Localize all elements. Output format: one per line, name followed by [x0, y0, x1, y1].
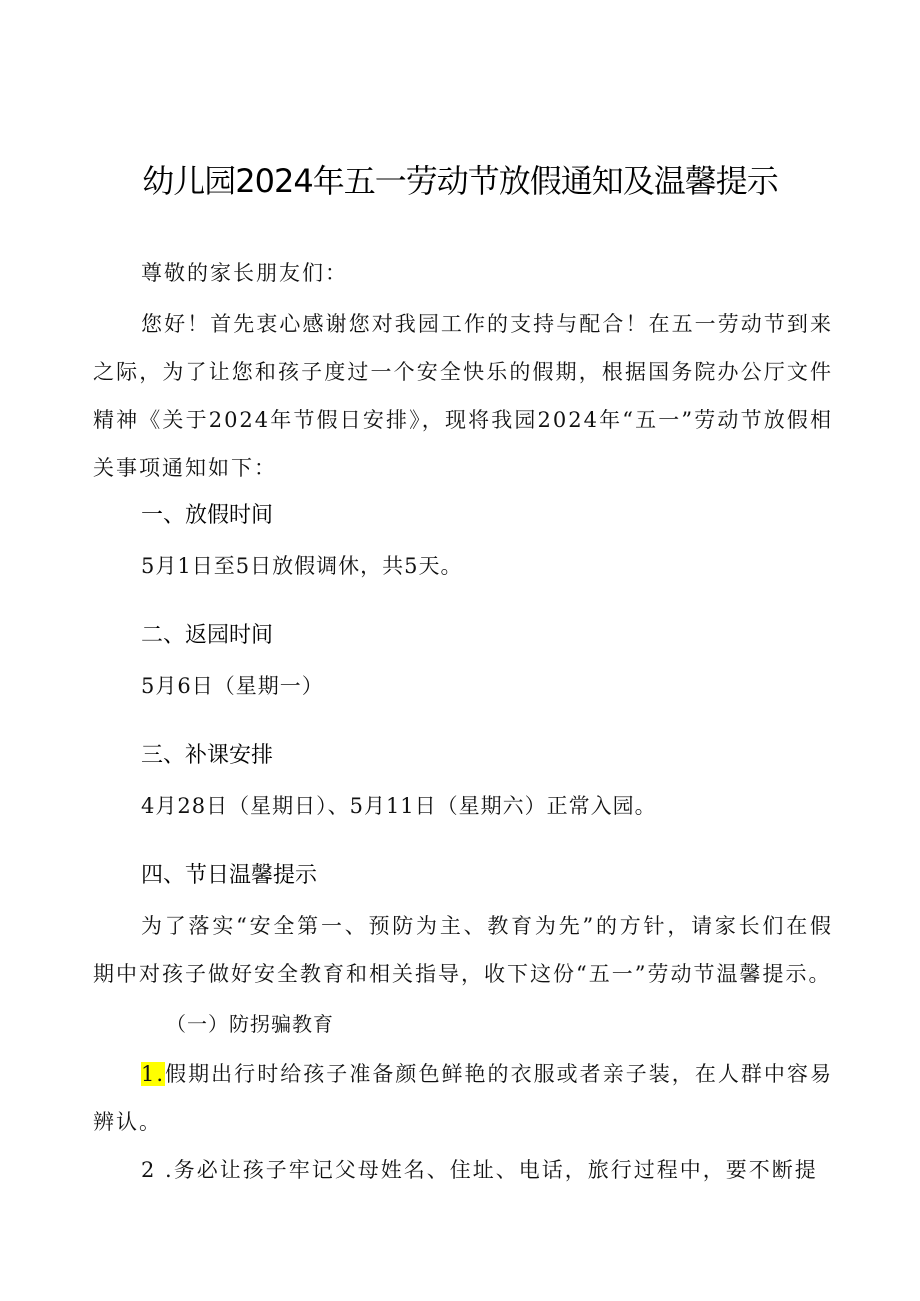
- section-body-2: 5月6日（星期一）: [141, 674, 324, 698]
- item-number-highlight: 1.: [141, 1062, 166, 1086]
- document-title: 幼儿园2024年五一劳动节放假通知及温馨提示: [142, 162, 778, 200]
- subsection-heading: （一）防拐骗教育: [166, 1012, 334, 1036]
- list-item: [93, 1050, 833, 1146]
- item-text: 务必让孩子牢记父母姓名、住址、电话，旅行过程中，要不断提: [173, 1158, 818, 1182]
- section-body-1: 5月1日至5日放假调休，共5天。: [141, 554, 463, 578]
- section-heading-1: 一、放假时间: [141, 503, 274, 528]
- section-heading-2: 二、返园时间: [141, 623, 274, 648]
- item-number: 2 .: [141, 1158, 174, 1182]
- section-body-4: 为了落实“安全第一、预防为主、教育为先”的方针，请家长们在假期中对孩子做好安全教育和相关指导，收下这份“五一”劳动节温馨提示。: [93, 914, 833, 986]
- greeting: 尊敬的家长朋友们：: [141, 261, 348, 285]
- intro-paragraph: 您好！首先衷心感谢您对我园工作的支持与配合！在五一劳动节到来之际，为了让您和孩子度过一个安全快乐的假期，根据国务院办公厅文件精神《关于2024年节假日安排》，现将我园2024年“五一”劳动节放假相关事项通知如下：: [93, 312, 833, 480]
- section-body-3: 4月28日（星期日）、5月11日（星期六）正常入园。: [141, 794, 657, 818]
- list-item: [93, 1146, 833, 1194]
- section-heading-4: 四、节日温馨提示: [141, 863, 318, 888]
- item-text: 假期出行时给孩子准备颜色鲜艳的衣服或者亲子装，在人群中容易辨认。: [93, 1062, 833, 1134]
- section-heading-3: 三、补课安排: [141, 743, 274, 768]
